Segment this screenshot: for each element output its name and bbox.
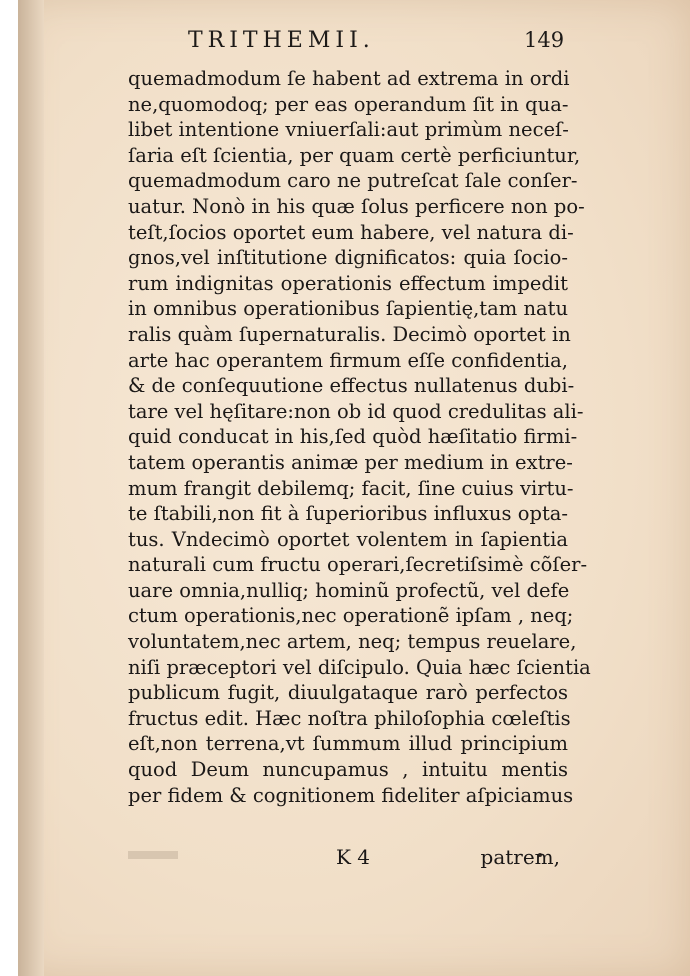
text-line: tus. Vndecimò oportet volentem in ſapientia [128, 527, 568, 551]
text-line: publicum fugit, diuulgataque rarò perfectos [128, 681, 568, 705]
text-line: tare vel hęſitare:non ob id quod credulitas ali- [128, 399, 584, 423]
text-line: quemadmodum caro ne putreſcat ſale conſer- [128, 169, 578, 193]
text-line: per fidem & cognitionem fideliter aſpiciamus [128, 783, 574, 807]
body-text [128, 66, 591, 808]
text-line: ne,quomodoq; per eas operandum ſit in qua- [128, 92, 569, 116]
text-line: mum frangit debilemq; facit, ſine cuius virtu- [128, 476, 574, 500]
text-line: uatur. Nonò in his quæ ſolus perficere non po- [128, 194, 585, 218]
text-line: arte hac operantem firmum eſſe confidentia, [128, 348, 568, 372]
page-number: 149 [524, 28, 565, 52]
text-line: eſt,non terrena,vt ſummum illud principium [128, 732, 568, 756]
text-line: quod Deum nuncupamus , intuitu mentis [128, 758, 568, 782]
text-line: in omnibus operationibus ſapientię,tam natu [128, 297, 569, 321]
bleed-through-mark [128, 849, 188, 861]
text-line: voluntatem,nec artem, neq; tempus reuelare, [128, 630, 577, 654]
text-line: fructus edit. Hæc noſtra philoſophia cœleſtis [128, 706, 571, 730]
text-line: & de conſequutione effectus nullatenus dubi- [128, 374, 575, 398]
text-line: te ſtabili,non fit à ſuperioribus influxus opta- [128, 502, 568, 526]
text-line: teſt,ſocios oportet eum habere, vel natura di- [128, 220, 574, 244]
text-line: quid conducat in his,ſed quòd hæſitatio firmi- [128, 425, 578, 449]
text-line: niſi præceptori vel diſcipulo. Quia hæc ſcientia [128, 655, 591, 679]
text-line: naturali cum fructu operari,ſecretiſsimè cõſer- [128, 553, 588, 577]
signature-mark: K 4 [336, 845, 371, 869]
catchword: patrem, [480, 845, 560, 869]
text-line: ctum operationis,nec operationẽ ipſam , neq; [128, 604, 574, 628]
text-line: quemadmodum ſe habent ad extrema in ordi [128, 67, 570, 90]
page-gutter [18, 0, 44, 976]
text-line: rum indignitas operationis effectum impedit [128, 271, 568, 295]
text-line: libet intentione vniuerſali:aut primùm neceſ- [128, 118, 569, 142]
text-line: ralis quàm ſupernaturalis. Decimò oportet in [128, 322, 571, 346]
text-line: ſaria eſt ſcientia, per quam certè perficiuntur, [128, 143, 581, 167]
text-line: gnos,vel inſtitutione dignificatos: quia ſocio- [128, 246, 568, 270]
text-line: tatem operantis animæ per medium in extre- [128, 450, 573, 474]
book-page [18, 0, 690, 976]
running-title: TRITHEMII. [188, 28, 375, 53]
page-footer [128, 845, 568, 875]
text-line: uare omnia,nulliq; hominũ profectũ, vel defe [128, 578, 570, 602]
running-head [188, 28, 588, 58]
